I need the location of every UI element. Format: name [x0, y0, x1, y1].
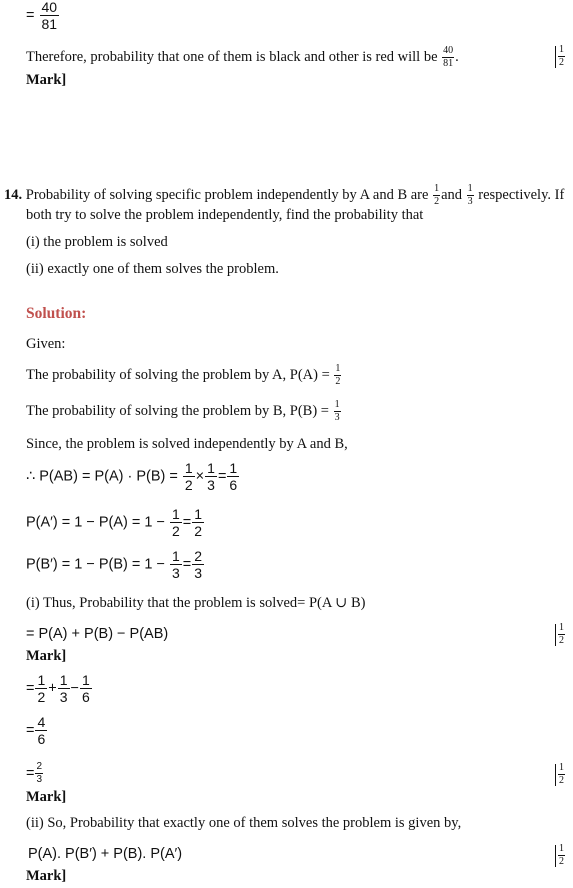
fraction: $\frac{1}{3}$ — [171, 548, 180, 581]
fraction: $\frac{2}{3}$ — [36, 761, 43, 785]
fraction: $\frac{1}{3}$ — [334, 399, 340, 423]
fraction: $\frac{1}{3}$ — [467, 183, 473, 207]
mark-fraction: $\frac{1}{2}$ — [555, 623, 566, 646]
pb-complement-line: P(B′) = 1 − P(B) = 1 − $\frac{1}{3}$ = $\frac{2}{3}$ — [26, 548, 203, 581]
eq-sign: = — [26, 7, 35, 24]
given-label: Given: — [26, 336, 66, 352]
fraction: $\frac{2}{3}$ — [194, 548, 203, 581]
fraction: $\frac{1}{2}$ — [184, 460, 193, 493]
fraction: $\frac{1}{2}$ — [194, 506, 203, 539]
part-i-line: (i) Thus, Probability that the problem is solved= P(A ∪ B) — [26, 595, 366, 611]
question-number: 14. — [4, 186, 23, 203]
question-line-2: both try to solve the problem independently, find the probability that — [26, 207, 424, 223]
mark-fraction: $\frac{1}{2}$ — [555, 763, 566, 786]
pa-complement-line: P(A′) = 1 − P(A) = 1 − $\frac{1}{2}$ = $\frac{1}{2}$ — [26, 506, 203, 539]
question-part-ii: (ii) exactly one of them solves the problem. — [26, 261, 279, 277]
result-line-2: = $\frac{2}{3}$ — [26, 761, 43, 785]
fraction: $\frac{1}{2}$ — [335, 363, 341, 387]
fraction: $\frac{1}{6}$ — [229, 460, 238, 493]
fraction: $\frac{40}{81}$ — [41, 0, 58, 32]
solution-heading: Solution: — [26, 305, 87, 322]
mark-label: Mark] — [26, 648, 67, 664]
fraction: $\frac{1}{6}$ — [82, 672, 90, 705]
pab-line: ∴ P(AB) = P(A) · P(B) = $\frac{1}{2}$ × $\frac{1}{3}$ = $\frac{1}{6}$ — [26, 460, 238, 493]
therefore-line: Therefore, probability that one of them is black and other is red will be $\frac{40}{81}$ . — [26, 45, 459, 69]
pa-line: The probability of solving the problem by A, P(A) = $\frac{1}{2}$ — [26, 363, 341, 387]
fraction: $\frac{40}{81}$ — [443, 45, 454, 69]
pb-line: The probability of solving the problem by B, P(B) = $\frac{1}{3}$ — [26, 399, 340, 423]
fraction: $\frac{1}{2}$ — [37, 672, 46, 705]
mark-label: Mark] — [26, 868, 67, 884]
top-result — [26, 0, 60, 31]
since-line: Since, the problem is solved independently by A and B, — [26, 436, 348, 452]
exactly-one-expression: P(A). P(B′) + P(B). P(A′) — [28, 846, 183, 862]
mark-label: Mark] — [26, 72, 67, 88]
result-line-1: = $\frac{4}{6}$ — [26, 714, 46, 747]
part-ii-line: (ii) So, Probability that exactly one of them solves the problem is given by, — [26, 815, 462, 831]
question-part-i: (i) the problem is solved — [26, 234, 168, 250]
union-expression: = P(A) + P(B) − P(AB) — [26, 626, 169, 642]
mark-fraction: $\frac{1}{2}$ — [555, 45, 566, 68]
fraction: $\frac{1}{2}$ — [171, 506, 180, 539]
mark-fraction: $\frac{1}{2}$ — [555, 844, 566, 867]
mark-label: Mark] — [26, 789, 67, 805]
fraction: $\frac{1}{3}$ — [207, 460, 215, 493]
fraction: $\frac{1}{2}$ — [434, 183, 440, 207]
sum-line: = $\frac{1}{2}$ + $\frac{1}{3}$ − $\frac{1}{6}$ — [26, 672, 90, 705]
question-line-1: 14. Probability of solving specific problem independently by A and B are $\frac{1}{2}$ and $\frac{1}{3}$ respectively. If — [4, 183, 565, 207]
fraction: $\frac{4}{6}$ — [37, 714, 46, 747]
fraction: $\frac{1}{3}$ — [59, 672, 68, 705]
